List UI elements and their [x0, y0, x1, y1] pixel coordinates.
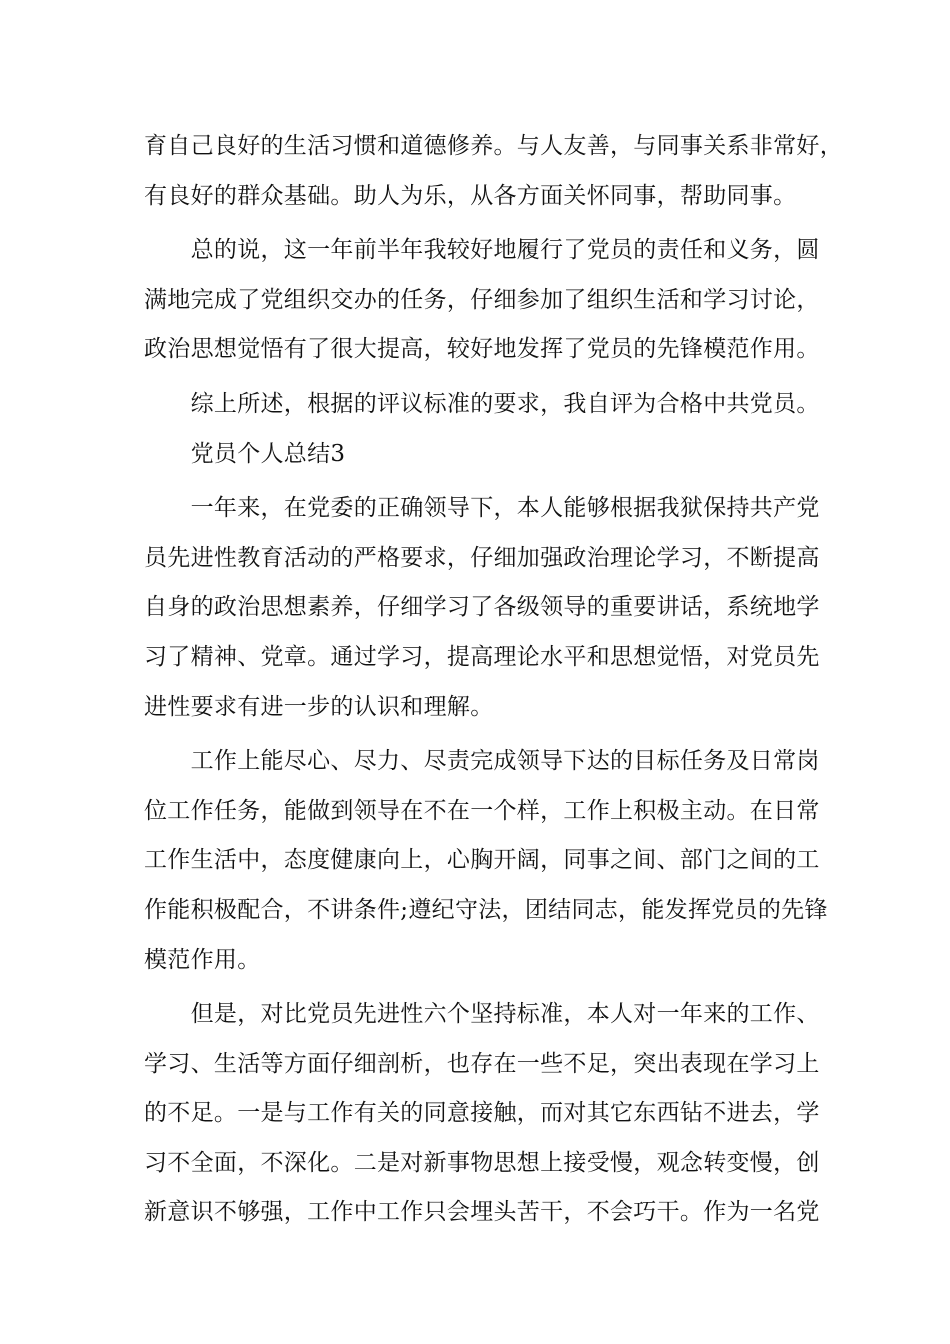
text-line: 模范作用。	[144, 946, 261, 973]
text-line: 一年来，在党委的正确领导下，本人能够根据我狱保持共产党	[144, 495, 820, 522]
text-line: 有良好的群众基础。助人为乐，从各方面关怀同事，帮助同事。	[144, 182, 797, 209]
text-line: 作能积极配合，不讲条件;遵纪守法，团结同志，能发挥党员的先锋	[144, 896, 828, 923]
text-line: 总的说，这一年前半年我较好地履行了党员的责任和义务，圆	[144, 237, 820, 264]
text-line: 习了精神、党章。通过学习，提高理论水平和思想觉悟，对党员先	[144, 643, 820, 670]
text-line: 的不足。一是与工作有关的同意接触，而对其它东西钻不进去，学	[144, 1100, 820, 1127]
text-line: 自身的政治思想素养，仔细学习了各级领导的重要讲话，系统地学	[144, 594, 820, 621]
text-line: 但是，对比党员先进性六个坚持标准，本人对一年来的工作、	[144, 1001, 820, 1028]
text-line: 育自己良好的生活习惯和道德修养。与人友善，与同事关系非常好，	[144, 133, 843, 159]
text-line: 员先进性教育活动的严格要求，仔细加强政治理论学习，不断提高	[144, 544, 820, 571]
text-line: 满地完成了党组织交办的任务，仔细参加了组织生活和学习讨论，	[144, 286, 820, 313]
text-line: 政治思想觉悟有了很大提高，较好地发挥了党员的先锋模范作用。	[144, 336, 820, 363]
text-line: 工作上能尽心、尽力、尽责完成领导下达的目标任务及日常岗	[144, 748, 820, 775]
text-line: 新意识不够强，工作中工作只会埋头苦干，不会巧干。作为一名党	[144, 1199, 820, 1226]
section-heading: 党员个人总结3	[144, 440, 346, 467]
text-line: 进性要求有进一步的认识和理解。	[144, 693, 494, 720]
text-line: 综上所述，根据的评议标准的要求，我自评为合格中共党员。	[144, 390, 820, 417]
text-line: 工作生活中，态度健康向上，心胸开阔，同事之间、部门之间的工	[144, 847, 820, 874]
text-line: 习不全面，不深化。二是对新事物思想上接受慢，观念转变慢，创	[144, 1149, 820, 1176]
document-body	[144, 126, 843, 1242]
text-line: 学习、生活等方面仔细剖析，也存在一些不足，突出表现在学习上	[144, 1050, 820, 1077]
text-line: 位工作任务，能做到领导在不在一个样，工作上积极主动。在日常	[144, 797, 820, 824]
